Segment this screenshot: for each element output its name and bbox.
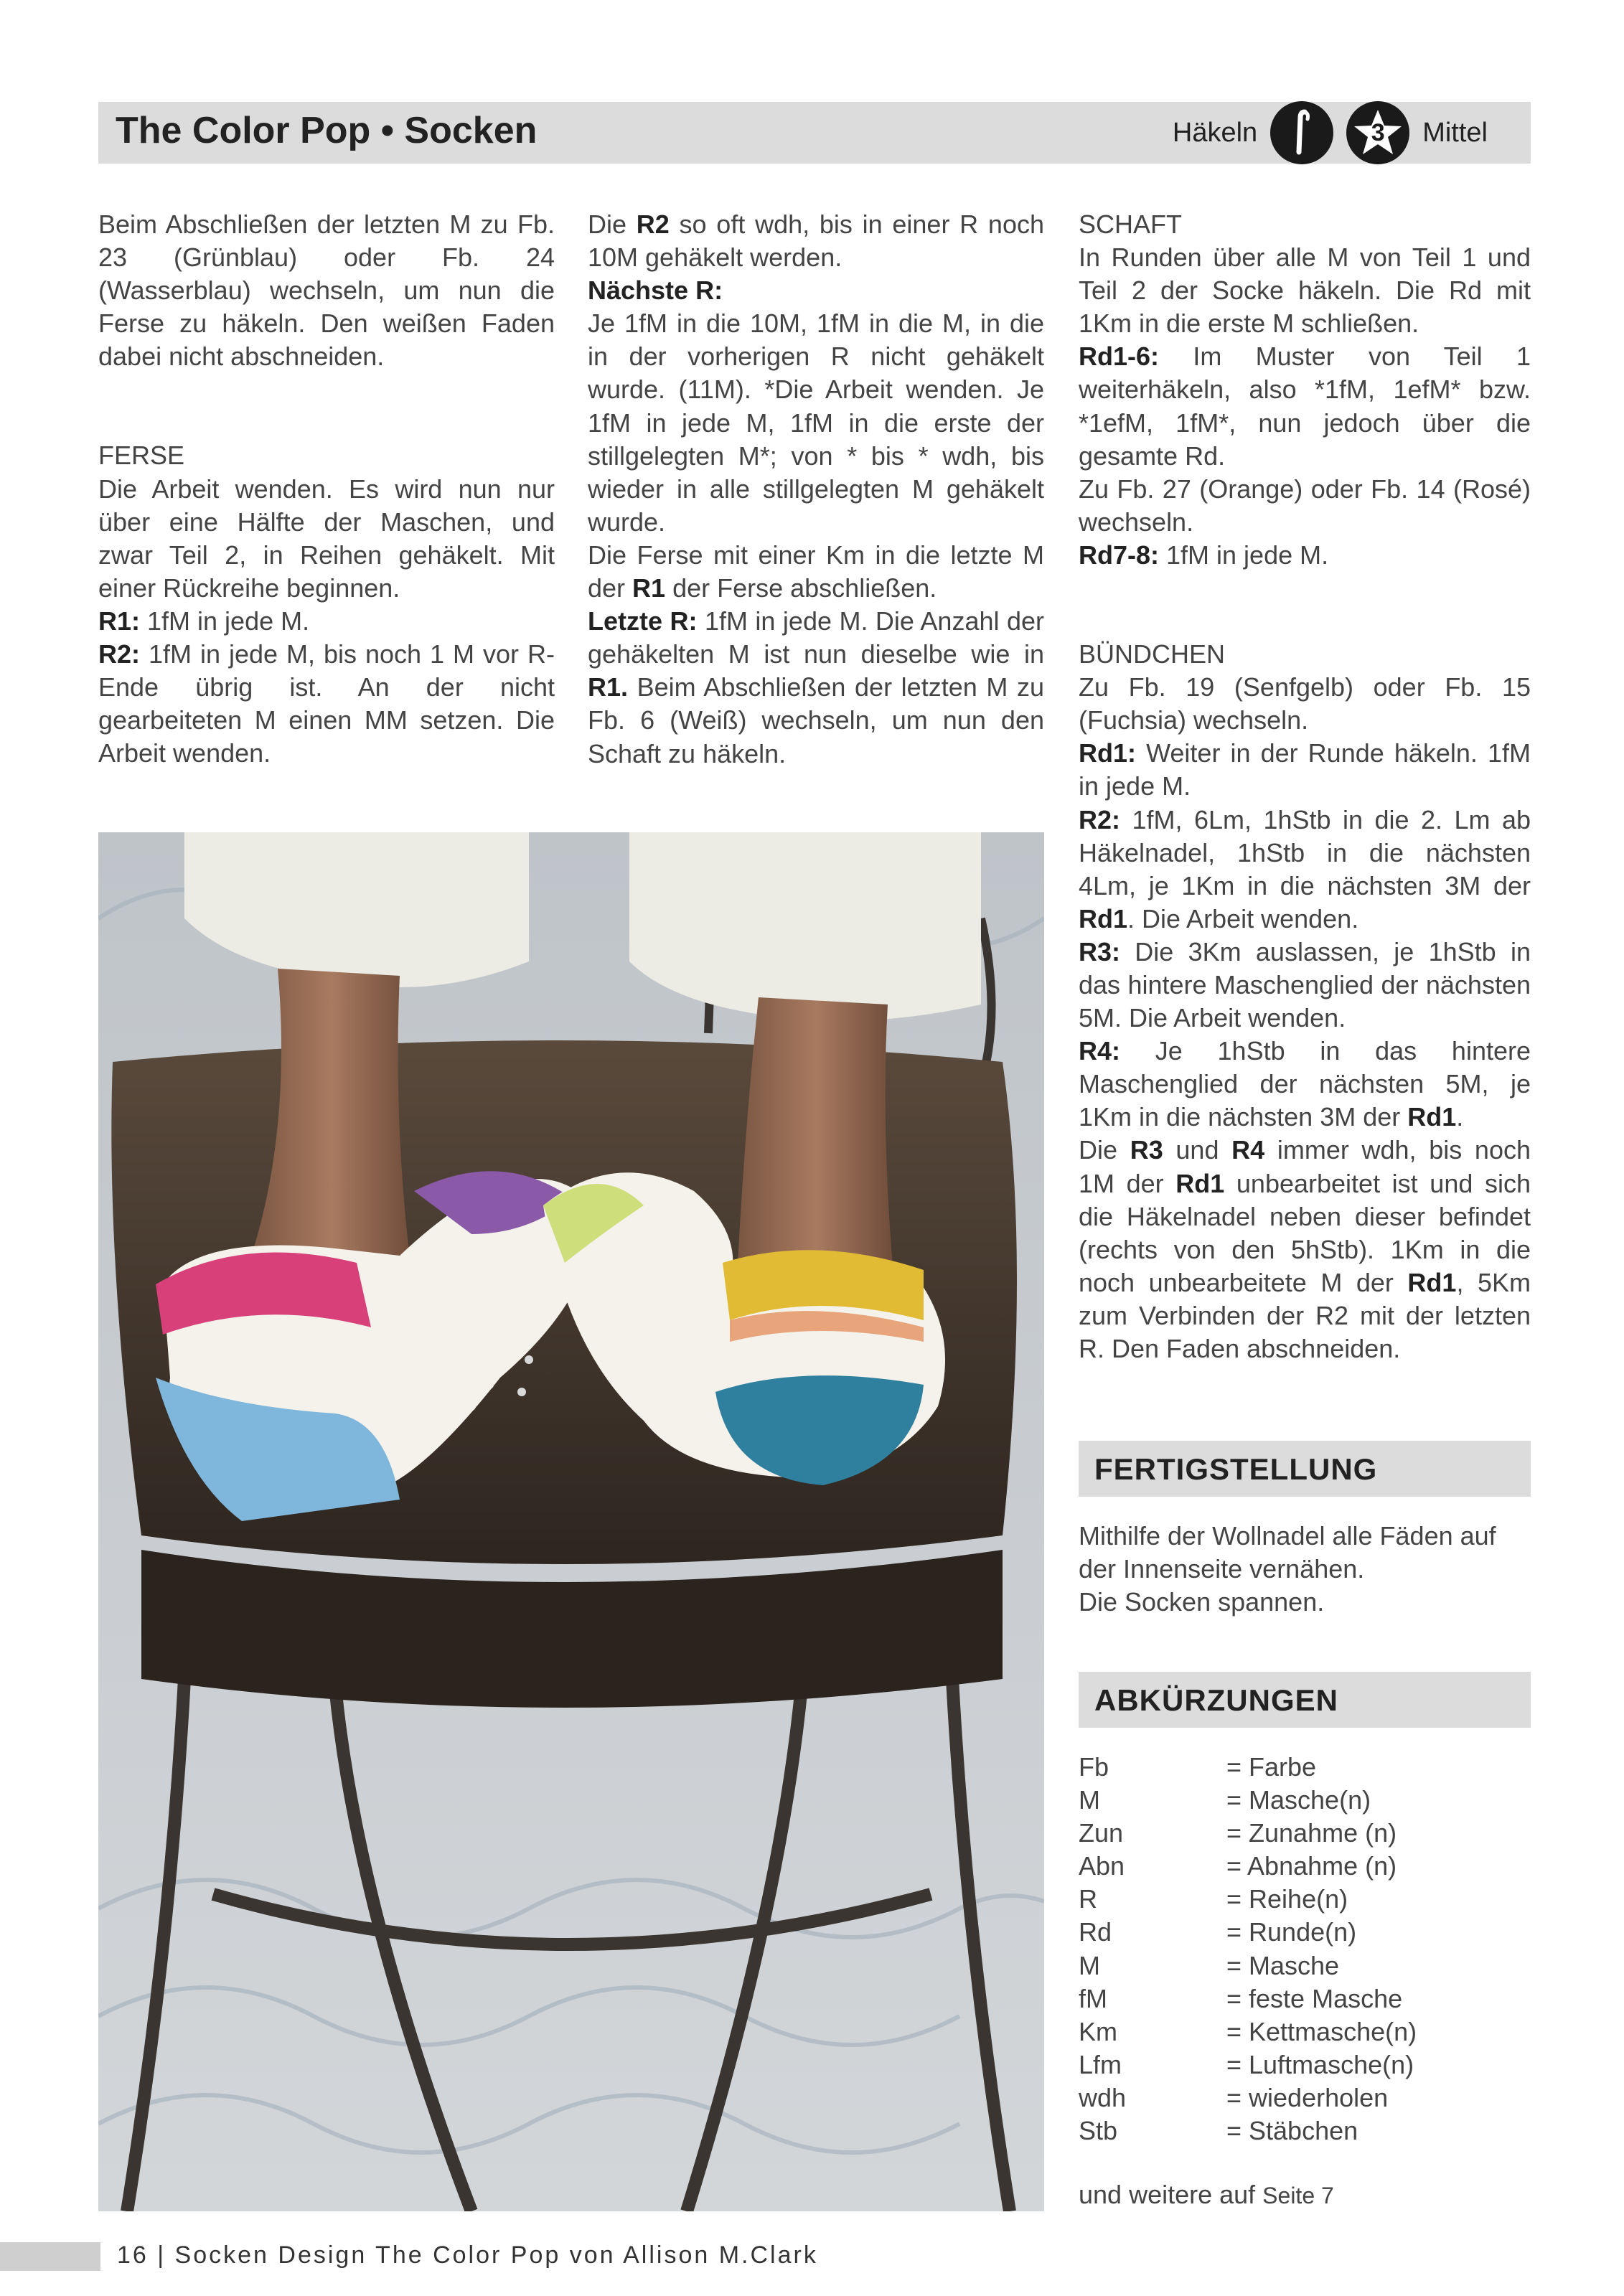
abbr-key: Zun	[1079, 1818, 1124, 1848]
finish-text-block	[1079, 1520, 1531, 1619]
column-3	[1079, 208, 1531, 1365]
page-reference: Seite 7	[1262, 2183, 1334, 2208]
schaft-rd7-8: Rd7-8: 1fM in jede M.	[1079, 540, 1329, 570]
abbr-row	[1079, 2081, 1417, 2114]
abbr-row	[1079, 1784, 1417, 1817]
difficulty-star-icon	[1346, 101, 1409, 164]
schaft-rd1-6: Rd1-6: Im Muster von Teil 1 weiterhäkeln, also *1fM, 1efM* bzw. *1efM, 1fM*, nun jedoch über die gesamte Rd.	[1079, 342, 1531, 471]
finish-heading: FERTIGSTELLUNG	[1094, 1452, 1378, 1486]
abbr-row	[1079, 1916, 1417, 1949]
abbr-more: und weitere auf Seite 7	[1079, 2180, 1334, 2209]
abbr-value: = Masche(n)	[1226, 1785, 1371, 1815]
abbr-key: Abn	[1079, 1851, 1125, 1881]
abbr-value: = Luftmasche(n)	[1226, 2049, 1414, 2079]
abbr-value: = Farbe	[1226, 1752, 1317, 1782]
abbr-row	[1079, 2114, 1417, 2147]
finish-text-1: Mithilfe der Wollnadel alle Fäden auf der Innenseite vernähen.	[1079, 1521, 1496, 1584]
abbr-key: M	[1079, 1950, 1100, 1980]
abbr-list	[1079, 1751, 1417, 2147]
bund-rd1: Rd1: Weiter in der Runde häkeln. 1fM in jede M.	[1079, 738, 1531, 801]
ferse-r1: R1: 1fM in jede M.	[98, 606, 310, 636]
bund-repeat: Die R3 und R4 immer wdh, bis noch 1M der Rd1 unbearbeitet ist und sich die Häkelnadel neben dieser befindet (rechts von den 5hStb). 1Km in die noch unbearbeitete M der Rd1, 5Km zum Verbinden der R2 mit der letzten R. Den Faden abschneiden.	[1079, 1135, 1531, 1363]
finish-section-bar	[1079, 1441, 1531, 1497]
technique-label: Häkeln	[1172, 117, 1258, 148]
difficulty-label: Mittel	[1422, 117, 1488, 148]
abbr-key: Fb	[1079, 1752, 1109, 1782]
last-row-text: Letzte R: 1fM in jede M. Die Anzahl der gehäkelten M ist nun dieselbe wie in R1. Beim Abschließen der letzten M zu Fb. 6 (Weiß) wechseln, um nun den Schaft zu häkeln.	[588, 606, 1044, 768]
abbr-row	[1079, 2048, 1417, 2081]
abbr-value: = Kettmasche(n)	[1226, 2016, 1417, 2046]
ferse-heading: FERSE	[98, 441, 185, 471]
abbr-key: R	[1079, 1884, 1097, 1914]
abbr-row	[1079, 1817, 1417, 1850]
schaft-color-switch: Zu Fb. 27 (Orange) oder Fb. 14 (Rosé) wechseln.	[1079, 474, 1531, 537]
next-row-text: Je 1fM in die 10M, 1fM in die M, in die in der vorherigen R nicht gehäkelt wurde. (11M). *Die Arbeit wenden. Je 1fM in jede M, 1fM in die erste der stillgelegten M*; von * bis * wdh, bis wieder in alle stillgelegten M gehäkelt wurde.	[588, 309, 1044, 537]
abbr-value: = Masche	[1226, 1950, 1340, 1980]
abbr-key: Rd	[1079, 1917, 1112, 1947]
abbr-row	[1079, 1850, 1417, 1883]
abbr-heading: ABKÜRZUNGEN	[1094, 1683, 1338, 1717]
schaft-heading: SCHAFT	[1079, 210, 1182, 239]
abbr-value: = Stäbchen	[1226, 2116, 1358, 2146]
abbr-value: = Abnahme (n)	[1226, 1851, 1397, 1881]
r2-label: R2:	[98, 639, 141, 669]
header-badges	[1173, 102, 1488, 164]
abbr-key: Lfm	[1079, 2049, 1122, 2079]
abbr-value: = feste Masche	[1226, 1983, 1403, 2013]
sock-photo	[98, 832, 1044, 2211]
abbr-key: Stb	[1079, 2116, 1118, 2146]
r1-label: R1:	[98, 606, 141, 636]
ferse-text: Die Arbeit wenden. Es wird nun nur über eine Hälfte der Maschen, und zwar Teil 2, in Reihen gehäkelt. Mit einer Rückreihe beginnen.	[98, 474, 555, 603]
bund-r4: R4: Je 1hStb in das hintere Maschenglied der nächsten 5M, je 1Km in die nächsten 3M der Rd1.	[1079, 1036, 1531, 1132]
abbr-row	[1079, 1751, 1417, 1784]
column-2	[588, 208, 1044, 771]
bund-r3: R3: Die 3Km auslassen, je 1hStb in das hintere Maschenglied der nächsten 5M. Die Arbeit wenden.	[1079, 936, 1531, 1033]
footer-bar	[0, 2242, 100, 2271]
abbr-key: Km	[1079, 2016, 1117, 2046]
intro-paragraph: Beim Abschließen der letzten M zu Fb. 23 (Grünblau) oder Fb. 24 (Wasserblau) wechseln, um nun die Ferse zu häkeln. Den weißen Faden dabei nicht abschneiden.	[98, 210, 555, 372]
bund-text: Zu Fb. 19 (Senfgelb) oder Fb. 15 (Fuchsia) wechseln.	[1079, 672, 1531, 735]
abbr-row	[1079, 1982, 1417, 2015]
abbr-value: = Reihe(n)	[1226, 1884, 1348, 1914]
next-row-label: Nächste R:	[588, 276, 723, 306]
footer-text: 16 | Socken Design The Color Pop von Allison M.Clark	[117, 2241, 818, 2269]
abbr-value: = wiederholen	[1226, 2082, 1389, 2112]
finish-text-2: Die Socken spannen.	[1079, 1587, 1325, 1617]
page-title: The Color Pop • Socken	[116, 110, 538, 151]
schaft-text: In Runden über alle M von Teil 1 und Teil 2 der Socke häkeln. Die Rd mit 1Km in die erste M schließen.	[1079, 243, 1531, 339]
abbr-key: M	[1079, 1785, 1100, 1815]
heel-close-text: Die Ferse mit einer Km in die letzte M der R1 der Ferse abschließen.	[588, 540, 1044, 603]
abbr-key: wdh	[1079, 2082, 1127, 2112]
column-1	[98, 208, 555, 770]
difficulty-level-number: 3	[1371, 118, 1385, 146]
header-bar	[98, 102, 1531, 164]
bund-r2: R2: 1fM, 6Lm, 1hStb in die 2. Lm ab Häkelnadel, 1hStb in die nächsten 4Lm, je 1Km in die nächsten 3M der Rd1. Die Arbeit wenden.	[1079, 804, 1531, 933]
abbr-row	[1079, 2015, 1417, 2048]
abbr-value: = Runde(n)	[1226, 1917, 1357, 1947]
abbr-row	[1079, 1949, 1417, 1982]
bund-heading: BÜNDCHEN	[1079, 639, 1226, 669]
repeat-r2-text: Die R2 so oft wdh, bis in einer R noch 10M gehäkelt werden.	[588, 210, 1044, 273]
abbr-key: fM	[1079, 1983, 1107, 2013]
abbr-row	[1079, 1883, 1417, 1916]
abbr-value: = Zunahme (n)	[1226, 1818, 1397, 1848]
ferse-r2: R2: 1fM in jede M, bis noch 1 M vor R-Ende übrig ist. An der nicht gearbeiteten M einen MM setzen. Die Arbeit wenden.	[98, 639, 555, 768]
crochet-hook-icon	[1270, 101, 1333, 164]
abbr-section-bar	[1079, 1672, 1531, 1728]
